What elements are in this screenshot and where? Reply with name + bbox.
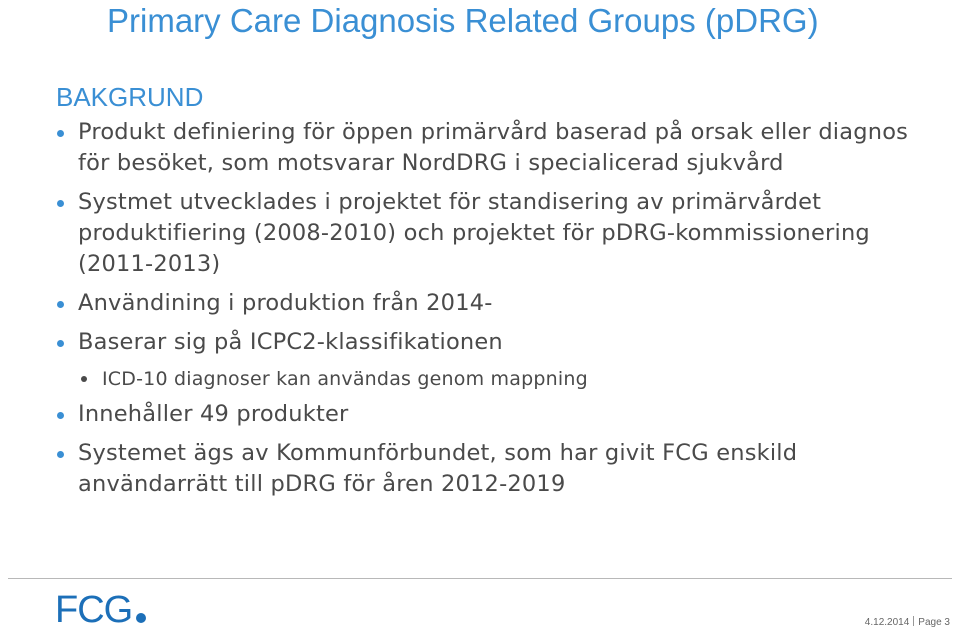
footer-date: 4.12.2014 xyxy=(864,617,910,628)
logo-dot-icon xyxy=(136,613,146,623)
bullet-item: Användining i produktion från 2014- xyxy=(56,288,936,319)
slide-content xyxy=(56,82,936,508)
bullet-item: Baserar sig på ICPC2-klassifikationen xyxy=(56,327,936,358)
bullet-item: Innehåller 49 produkter xyxy=(56,399,936,430)
footer-separator xyxy=(913,616,914,626)
footer-divider xyxy=(8,578,952,579)
footer-info xyxy=(865,616,950,628)
bullet-item: Produkt definiering för öppen primärvård baserad på orsak eller diagnos för besöket, som motsvarar NordDRG i specialicerad sjukvård xyxy=(56,117,936,179)
fcg-logo xyxy=(55,589,146,632)
bullet-item: Systmet utvecklades i projektet för standisering av primärvårdet produktifiering (2008-2010) och projektet för pDRG-kommissionering (2011-2013) xyxy=(56,187,936,280)
page-number: Page 3 xyxy=(918,617,950,628)
bullet-item: Systemet ägs av Kommunförbundet, som har givit FCG enskild användarrätt till pDRG för åren 2012-2019 xyxy=(56,438,936,500)
logo-text: FCG xyxy=(55,589,133,631)
bullet-list xyxy=(56,117,936,500)
sub-bullet-item: ICD-10 diagnoser kan användas genom mappning xyxy=(80,366,936,392)
section-heading: BAKGRUND xyxy=(56,82,204,112)
slide-title: Primary Care Diagnosis Related Groups (pDRG) xyxy=(107,2,819,39)
